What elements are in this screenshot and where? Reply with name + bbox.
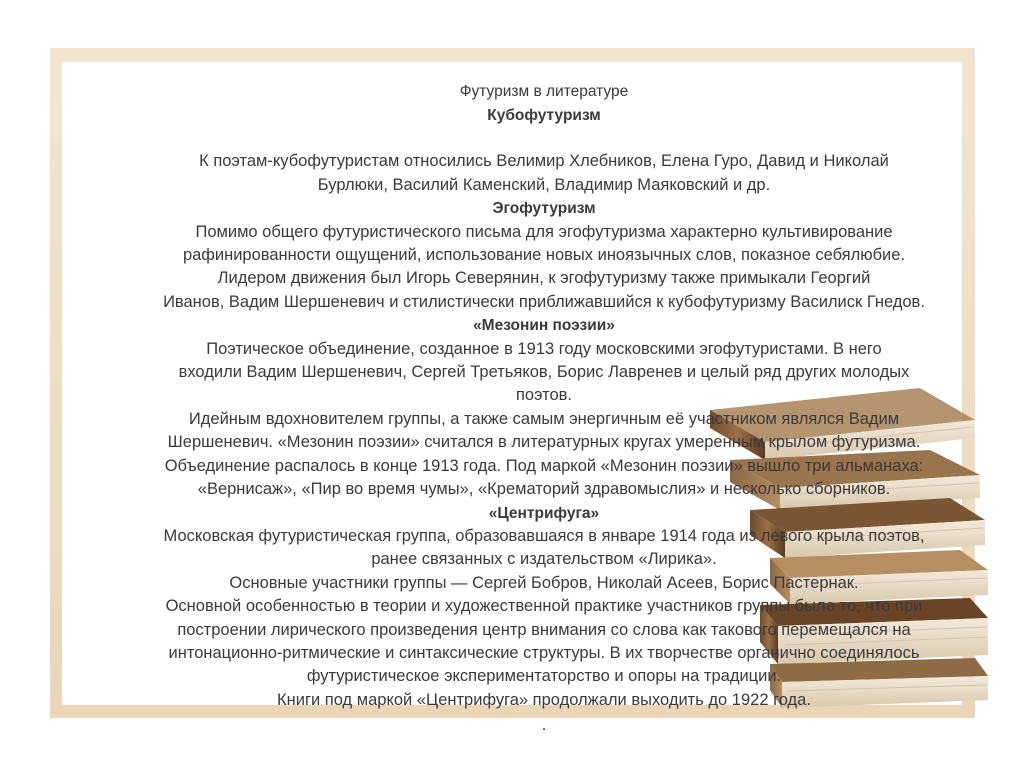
spacer	[112, 127, 976, 150]
paragraph-line: интонационно-ритмические и синтаксические структуры. В их творчестве органично соединялось	[168, 643, 920, 662]
paragraph-line: Поэтическое объединение, созданное в 1913 году московскими эгофутуристами. В него	[206, 339, 882, 358]
slide-text	[112, 82, 976, 738]
heading-cubofuturism: Кубофутуризм	[487, 107, 601, 124]
paragraph-line: Помимо общего футуристического письма для эгофутуризма характерно культивирование	[195, 222, 893, 241]
paragraph-line: Книги под маркой «Центрифуга» продолжали выходить до 1922 года.	[277, 690, 811, 709]
paragraph-line: ранее связанных с издательством «Лирика».	[371, 550, 717, 569]
paragraph-line: футуристическое экспериментаторство и опоры на традиции.	[306, 667, 782, 686]
paragraph-line: Московская футуристическая группа, образовавшаяся в январе 1914 года из левого крыла поэтов,	[163, 526, 925, 545]
heading-egofuturism: Эгофутуризм	[492, 200, 596, 218]
paragraph-line: К поэтам-кубофутуристам относились Велимир Хлебников, Елена Гуро, Давид и Николай	[199, 152, 889, 171]
slide-title: Футуризм в литературе	[459, 83, 629, 100]
paragraph-line: «Вернисаж», «Пир во время чумы», «Крематорий здравомыслия» и несколько сборников.	[197, 480, 891, 499]
paragraph-line: Объединение распалось в конце 1913 года. Под маркой «Мезонин поэзии» вышло три альманаха:	[164, 456, 924, 475]
paragraph-line: Лидером движения был Игорь Северянин, к эгофутуризму также примыкали Георгий	[217, 269, 871, 288]
paragraph-line: Основной особенностью в теории и художественной практике участников группы было то, что при	[165, 597, 923, 616]
paragraph-line: рафинированности ощущений, использование новых иноязычных слов, показное себялюбие.	[182, 246, 906, 265]
trailing-mark: .	[541, 716, 547, 735]
paragraph-line: Основные участники группы — Сергей Бобров, Николай Асеев, Борис Пастернак.	[229, 573, 859, 592]
heading-centrifuga: «Центрифуга»	[488, 504, 600, 522]
paragraph-line: входили Вадим Шершеневич, Сергей Третьяков, Борис Лавренев и целый ряд других молодых	[178, 363, 910, 382]
paragraph-line: Шершеневич. «Мезонин поэзии» считался в литературных кругах умеренным крылом футуризма.	[167, 433, 921, 452]
paragraph-line: Иванов, Вадим Шершеневич и стилистически приближавшийся к кубофутуризму Василиск Гнедов.	[163, 292, 925, 311]
paragraph-line: Идейным вдохновителем группы, а также самым энергичным её участником являлся Вадим	[188, 409, 900, 428]
heading-mezonin: «Мезонин поэзии»	[473, 317, 615, 335]
paragraph-line: построении лирического произведения центр внимания со слова как такового перемещался на	[177, 620, 911, 639]
paragraph-line: поэтов.	[515, 386, 573, 405]
paragraph-line: Бурлюки, Василий Каменский, Владимир Маяковский и др.	[317, 175, 771, 194]
